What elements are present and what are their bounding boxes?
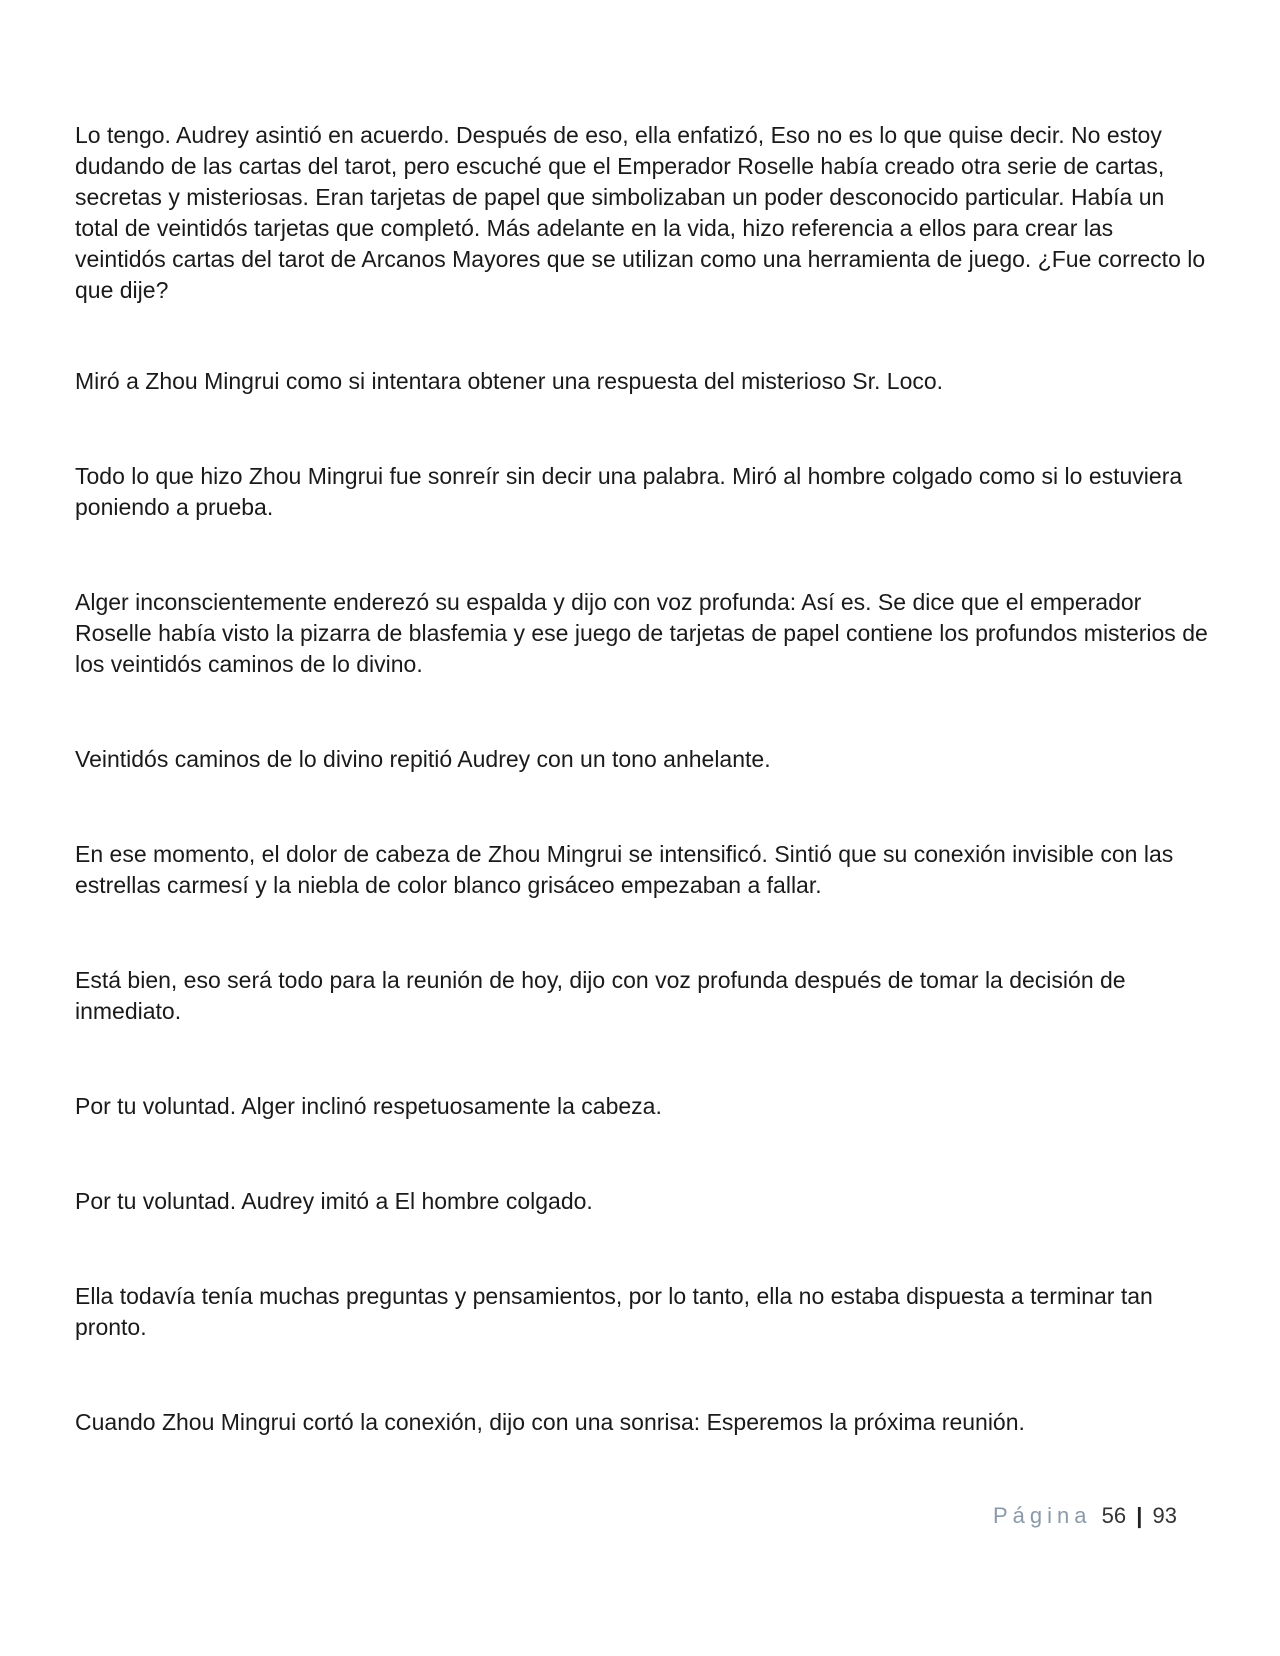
page-total: 93 xyxy=(1152,1503,1177,1528)
page-number: 56 xyxy=(1101,1503,1127,1528)
paragraph: Por tu voluntad. Audrey imitó a El hombre colgado. xyxy=(75,1188,593,1214)
page-label: Página xyxy=(992,1503,1092,1528)
paragraph: Veintidós caminos de lo divino repitió Audrey con un tono anhelante. xyxy=(75,746,771,772)
page-number-footer xyxy=(993,1502,1177,1530)
paragraph: Por tu voluntad. Alger inclinó respetuosamente la cabeza. xyxy=(75,1093,662,1119)
paragraph: Todo lo que hizo Zhou Mingrui fue sonreír sin decir una palabra. Miró al hombre colgado como si lo estuviera poniendo a prueba. xyxy=(75,463,1183,520)
page-separator: | xyxy=(1136,1503,1143,1528)
paragraph: Miró a Zhou Mingrui como si intentara obtener una respuesta del misterioso Sr. Loco. xyxy=(75,368,944,394)
paragraph: Está bien, eso será todo para la reunión de hoy, dijo con voz profunda después de tomar la decisión de inmediato. xyxy=(75,967,1126,1024)
paragraph: Ella todavía tenía muchas preguntas y pensamientos, por lo tanto, ella no estaba dispuesta a terminar tan pronto. xyxy=(75,1283,1153,1340)
page-body xyxy=(75,120,1210,1438)
paragraph: Alger inconscientemente enderezó su espalda y dijo con voz profunda: Así es. Se dice que el emperador Roselle había visto la pizarra de blasfemia y ese juego de tarjetas de papel contiene los profundos misterios de los veintidós caminos de lo divino. xyxy=(75,589,1208,677)
paragraph: Lo tengo. Audrey asintió en acuerdo. Después de eso, ella enfatizó, Eso no es lo que quise decir. No estoy dudando de las cartas del tarot, pero escuché que el Emperador Roselle había creado otra serie de cartas, secretas y misteriosas. Eran tarjetas de papel que simbolizaban un poder desconocido particular. Había un total de veintidós tarjetas que completó. Más adelante en la vida, hizo referencia a ellos para crear las veintidós cartas del tarot de Arcanos Mayores que se utilizan como una herramienta de juego. ¿Fue correcto lo que dije? xyxy=(75,122,1206,303)
paragraph: Cuando Zhou Mingrui cortó la conexión, dijo con una sonrisa: Esperemos la próxima reunión. xyxy=(75,1409,1025,1435)
paragraph: En ese momento, el dolor de cabeza de Zhou Mingrui se intensificó. Sintió que su conexión invisible con las estrellas carmesí y la niebla de color blanco grisáceo empezaban a fallar. xyxy=(75,841,1174,898)
